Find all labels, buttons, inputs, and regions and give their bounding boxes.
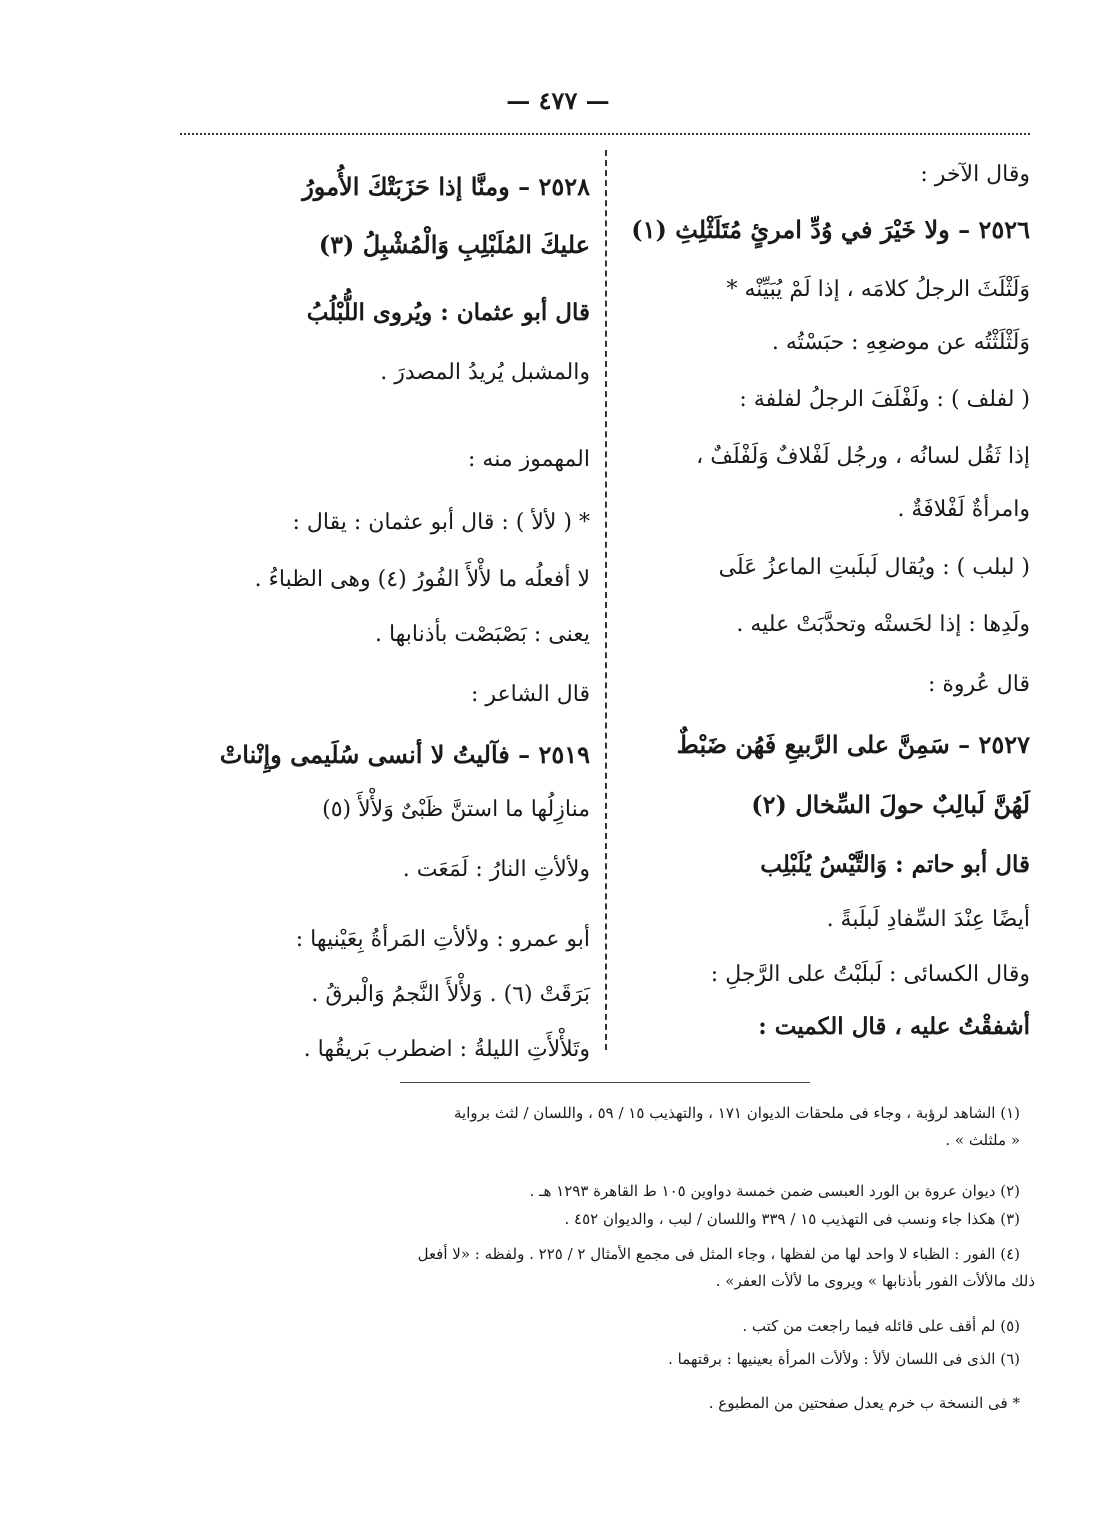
footnote-line: (٦) الذى فى اللسان لألأ : ولألأت المرأة بعينيها : برقتهما .: [668, 1350, 1020, 1368]
footnote-line: ذلك مالألأت الفور بأذنابها » ويروى ما لألأت العفر» .: [715, 1272, 1035, 1290]
text-line: وقال الكسائى : لَبلَبْتُ على الرَّجلِ :: [710, 962, 1030, 987]
text-line: ولَدِها : إذا لحَستْه وتحدَّبَتْ عليه .: [736, 612, 1030, 637]
footnote-line: (٣) هكذا جاء ونسب فى التهذيب ١٥ / ٣٣٩ واللسان / لبب ، والديوان ٤٥٢ .: [564, 1210, 1020, 1228]
footnote-line: (٤) الفور : الظباء لا واحد لها من لفظها ، وجاء المثل فى مجمع الأمثال ٢ / ٢٢٥ . ولفظه : «لا أفعل: [417, 1245, 1020, 1263]
text-line: بَرَقَتْ (٦) . وَلأْلأَ النَّجمُ وَالْبرقُ .: [311, 982, 590, 1007]
text-line: ٢٥٢٦ – ولا خَيْرَ في وُدِّ امرئٍ مُتَلَثْلِثِ (١): [631, 215, 1030, 244]
header-divider: [180, 133, 1030, 135]
text-line: ٢٥١٩ – فآليتُ لا أنسى سُلَيمى وإِنْناتْ: [219, 740, 590, 769]
text-line: ٢٥٢٨ – ومنَّا إذا حَزَبَتْكَ الأُمورُ: [302, 172, 590, 201]
column-divider: [605, 150, 607, 1050]
text-line: أبو عمرو : ولألأتِ المَرأةُ بِعَيْنيها :: [295, 927, 590, 952]
text-line: قال عُروة :: [927, 672, 1030, 697]
text-line: أيضًا عِنْدَ السِّفادِ لَبلَبةً .: [826, 907, 1030, 932]
text-line: * ( لألأ ) : قال أبو عثمان : يقال :: [292, 510, 590, 535]
text-line: ( لفلف ) : ولَفْلَفَ الرجلُ لفلفة :: [739, 387, 1030, 412]
footnote-line: « ملثلث » .: [945, 1131, 1020, 1149]
text-line: والمشبل يُريدُ المصدرَ .: [380, 360, 590, 385]
text-line: وتَلأْلأَتِ الليلةُ : اضطرب بَريقُها .: [303, 1037, 590, 1062]
footnote-line: * فى النسخة ب خرم يعدل صفحتين من المطبوع .: [708, 1394, 1020, 1412]
text-line: قال الشاعر :: [470, 682, 590, 707]
text-line: منازِلُها ما استنَّ ظَبْىٌ وَلأْلأَ (٥): [322, 797, 590, 822]
text-line: وَلَثْلَثَ الرجلُ كلامَه ، إذا لَمْ يُبَيِّنْه *: [726, 277, 1030, 302]
footnote-divider: [400, 1082, 810, 1083]
text-line: ( لبلب ) : ويُقال لَبلَبتِ الماعزُ عَلَى: [718, 555, 1030, 580]
text-line: أشفقْتُ عليه ، قال الكميت :: [758, 1013, 1030, 1040]
text-line: يعنى : بَصْبَصْت بأذنابها .: [374, 622, 590, 647]
page-number: — ٤٧٧ —: [506, 86, 610, 115]
text-line: قال أبو حاتم : وَالتَّيْسُ يُلَبْلِب: [760, 851, 1030, 878]
text-line: ٢٥٢٧ – سَمِنَّ على الرَّبيعِ فَهُن ضَبْطٌ: [676, 730, 1030, 759]
text-line: وقال الآخر :: [920, 162, 1030, 187]
text-line: قال أبو عثمان : ويُروى اللُّبْلُبُ: [306, 299, 590, 326]
text-line: وَلَثْلَثْتُه عن موضعِهِ : حبَسْتُه .: [771, 330, 1030, 355]
text-line: ولألأتِ النارُ : لَمَعَت .: [402, 857, 590, 882]
footnote-line: (٢) ديوان عروة بن الورد العبسى ضمن خمسة دواوين ١٠٥ ط القاهرة ١٢٩٣ هـ .: [529, 1182, 1020, 1200]
footnote-line: (٥) لم أقف على قائله فيما راجعت من كتب .: [742, 1317, 1020, 1335]
footnote-line: (١) الشاهد لرؤبة ، وجاء فى ملحقات الديوان ١٧١ ، والتهذيب ١٥ / ٥٩ ، واللسان / لثث برواية: [454, 1104, 1020, 1122]
text-line: لا أفعلُه ما لأْلأَ الفُورُ (٤) وهى الظباءُ .: [254, 567, 590, 592]
text-line: عليكَ المُلَبْلِبِ وَالْمُشْبِلُ (٣): [318, 230, 590, 259]
text-line: لَهُنَّ لَبالِبٌ حولَ السِّخال (٢): [751, 790, 1030, 819]
text-line: إذا ثَقُل لسانُه ، ورجُل لَفْلافٌ وَلَفْلَفٌ ،: [696, 444, 1030, 469]
text-line: المهموز منه :: [468, 447, 590, 472]
text-line: وامرأةٌ لَفْلافَةٌ .: [897, 497, 1030, 522]
